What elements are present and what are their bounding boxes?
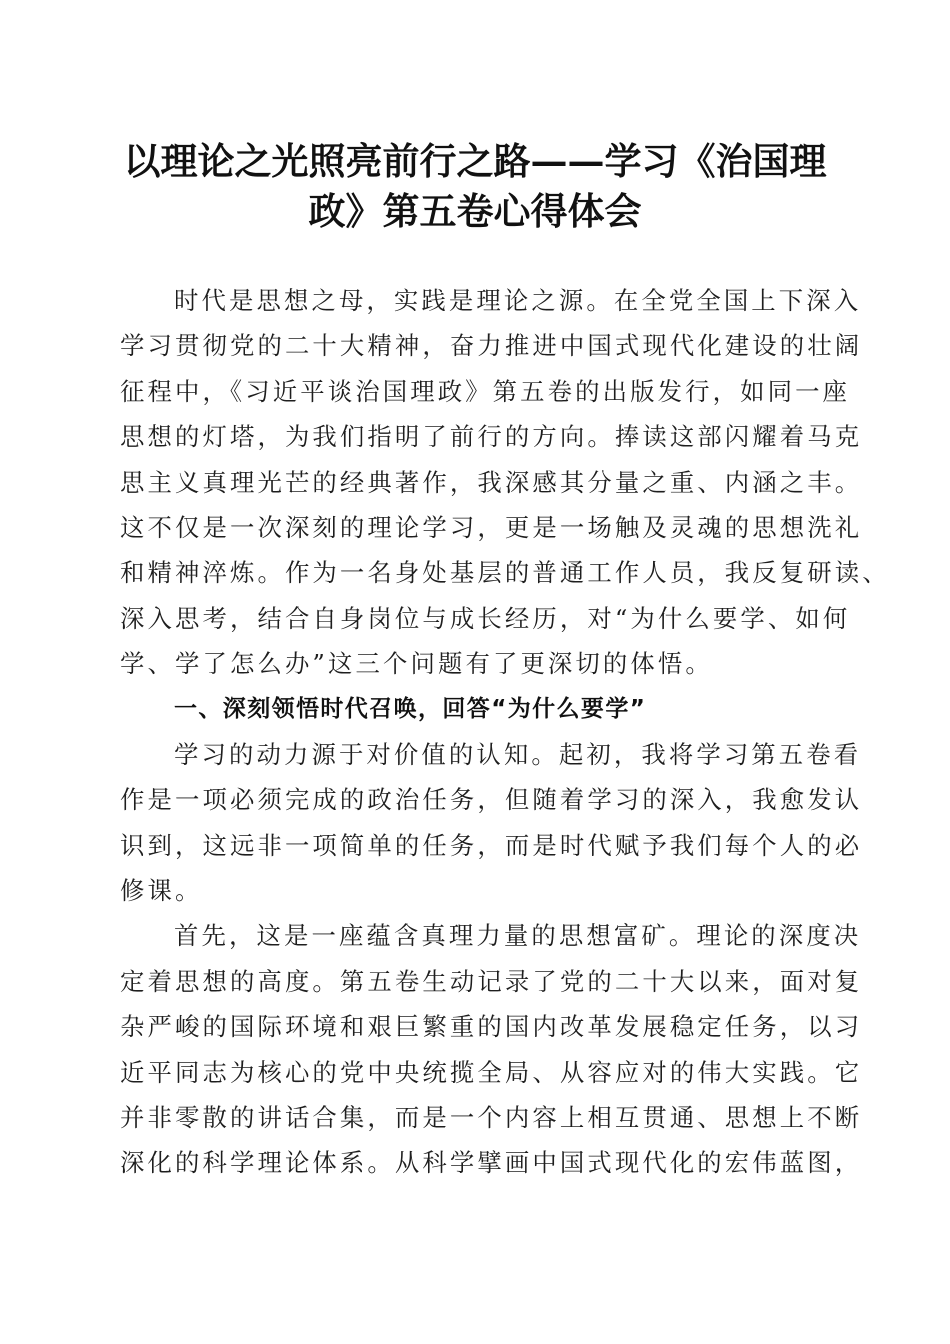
paragraph-line: 学习的动力源于对价值的认知。起初，我将学习第五卷看 bbox=[174, 739, 862, 769]
intro-paragraph bbox=[120, 278, 890, 687]
paragraph-line: 近平同志为核心的党中央统揽全局、从容应对的伟大实践。它 bbox=[120, 1057, 863, 1087]
title-line: 政》第五卷心得体会 bbox=[308, 189, 642, 233]
paragraph-line: 时代是思想之母，实践是理论之源。在全党全国上下深入 bbox=[174, 286, 862, 315]
document-body bbox=[120, 278, 890, 1186]
section-heading: 一、深刻领悟时代召唤，回答“为什么要学” bbox=[174, 695, 647, 722]
paragraph-line: 修课。 bbox=[120, 876, 203, 906]
paragraph-line: 作是一项必须完成的政治任务，但随着学习的深入，我愈发认 bbox=[120, 785, 863, 815]
paragraph-line: 思主义真理光芒的经典著作，我深感其分量之重、内涵之丰。 bbox=[120, 467, 863, 497]
paragraph-line: 定着思想的高度。第五卷生动记录了党的二十大以来，面对复 bbox=[120, 966, 863, 996]
paragraph-line: 这不仅是一次深刻的理论学习，更是一场触及灵魂的思想洗礼 bbox=[120, 512, 863, 542]
paragraph-line: 思想的灯塔，为我们指明了前行的方向。捧读这部闪耀着马克 bbox=[120, 422, 863, 452]
paragraph-line: 并非零散的讲话合集，而是一个内容上相互贯通、思想上不断 bbox=[120, 1103, 863, 1133]
paragraph-line: 学、学了怎么办”这三个问题有了更深切的体悟。 bbox=[120, 649, 713, 679]
paragraph-line: 杂严峻的国际环境和艰巨繁重的国内改革发展稳定任务，以习 bbox=[120, 1012, 863, 1042]
paragraph-line: 学习贯彻党的二十大精神，奋力推进中国式现代化建设的壮阔 bbox=[120, 331, 863, 361]
paragraph-line: 识到，这远非一项简单的任务，而是时代赋予我们每个人的必 bbox=[120, 830, 863, 860]
body-paragraph bbox=[120, 732, 863, 914]
title-line: 以理论之光照亮前行之路——学习《治国理 bbox=[123, 139, 827, 183]
paragraph-line: 深入思考，结合自身岗位与成长经历，对“为什么要学、如何 bbox=[120, 603, 851, 633]
body-paragraph bbox=[120, 913, 863, 1185]
paragraph-line: 和精神淬炼。作为一名身处基层的普通工作人员，我反复研读、 bbox=[120, 558, 890, 588]
paragraph-line: 首先，这是一座蕴含真理力量的思想富矿。理论的深度决 bbox=[174, 921, 862, 951]
document-title bbox=[100, 136, 850, 236]
paragraph-line: 深化的科学理论体系。从科学擘画中国式现代化的宏伟蓝图， bbox=[120, 1148, 863, 1178]
paragraph-line: 征程中，《习近平谈治国理政》第五卷的出版发行，如同一座 bbox=[120, 376, 851, 406]
